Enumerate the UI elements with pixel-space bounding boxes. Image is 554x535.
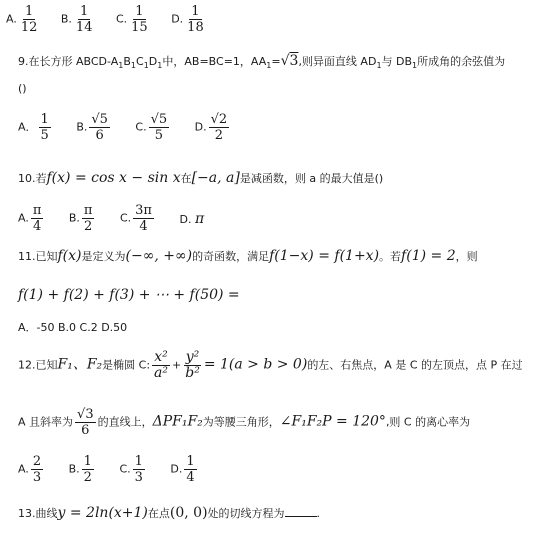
q9-option-c: C. $\frac{√5}{5}$ <box>135 112 168 143</box>
q10-option-a: A. $\frac{\pi}{4}$ <box>18 203 42 234</box>
q9-option-a: A． $\frac{1}{5}$ <box>18 112 49 143</box>
q8-option-a: A. $\frac{1}{12}$ <box>6 4 38 35</box>
q12-stem-line2: A 且斜率为 $\frac{√3}{6}$ 的直线上，ΔPF₁F₂为等腰三角形，∠F₁F₂P = 120°,则 C 的离心率为 <box>18 407 471 438</box>
q9-paren: () <box>18 82 27 95</box>
q12-option-c: C. $\frac{1}{3}$ <box>119 454 143 485</box>
q8-options <box>6 4 554 35</box>
q11-sum: f(1) + f(2) + f(3) + ⋯ + f(50) = <box>18 287 240 303</box>
q13-stem: 13.曲线y = 2ln(x+1)在点(0, 0)处的切线方程为 . <box>18 505 321 521</box>
q10-option-c: C. $\frac{3\pi}{4}$ <box>119 203 152 234</box>
q9-stem: 9.在长方形 ABCD-$A_1B_1C_1D_1$中，AB=BC=1，$AA_1=√3$,则异面直线 $AD_1$与 $DB_1$所成角的余弦值为 <box>18 53 506 71</box>
q11-stem: 11.已知f(x)是定义为(−∞, +∞)的奇函数，满足f(1−x) = f(1+x)。若f(1) = 2，则 <box>18 248 478 264</box>
q10-stem: 10.若f(x) = cos x − sin x在[−a, a]是减函数，则 a 的最大值是() <box>18 170 384 186</box>
q10-options <box>18 203 554 234</box>
q12-option-b: B. $\frac{1}{2}$ <box>68 454 92 485</box>
answer-blank <box>285 506 317 517</box>
q11-options: A．-50 B.0 C.2 D.50 <box>18 321 128 334</box>
q9-option-b: B. $\frac{√5}{6}$ <box>76 112 108 143</box>
q12-options <box>18 454 554 485</box>
q8-option-c: C. $\frac{1}{15}$ <box>115 4 148 35</box>
q12-stem-line1: 12.已知F₁、F₂是椭圆 C: $\frac{\text{x²}}{\text{a²}}$ + $\frac{\text{y²}}{\text{b²}}$ = 1(a > b > 0)的左、右焦点，A 是 C 的左顶点，点 P 在过 <box>18 349 523 381</box>
q8-option-b: B. $\frac{1}{14}$ <box>60 4 93 35</box>
q9-option-d: D. $\frac{√2}{2}$ <box>194 112 228 143</box>
q10-option-b: B. $\frac{\pi}{2}$ <box>68 203 93 234</box>
q8-option-d: D. $\frac{1}{18}$ <box>171 4 204 35</box>
q12-option-d: D. $\frac{1}{4}$ <box>170 454 195 485</box>
q12-option-a: A. $\frac{2}{3}$ <box>18 454 42 485</box>
q10-option-d: D. π <box>179 210 205 227</box>
q9-options <box>18 112 554 143</box>
